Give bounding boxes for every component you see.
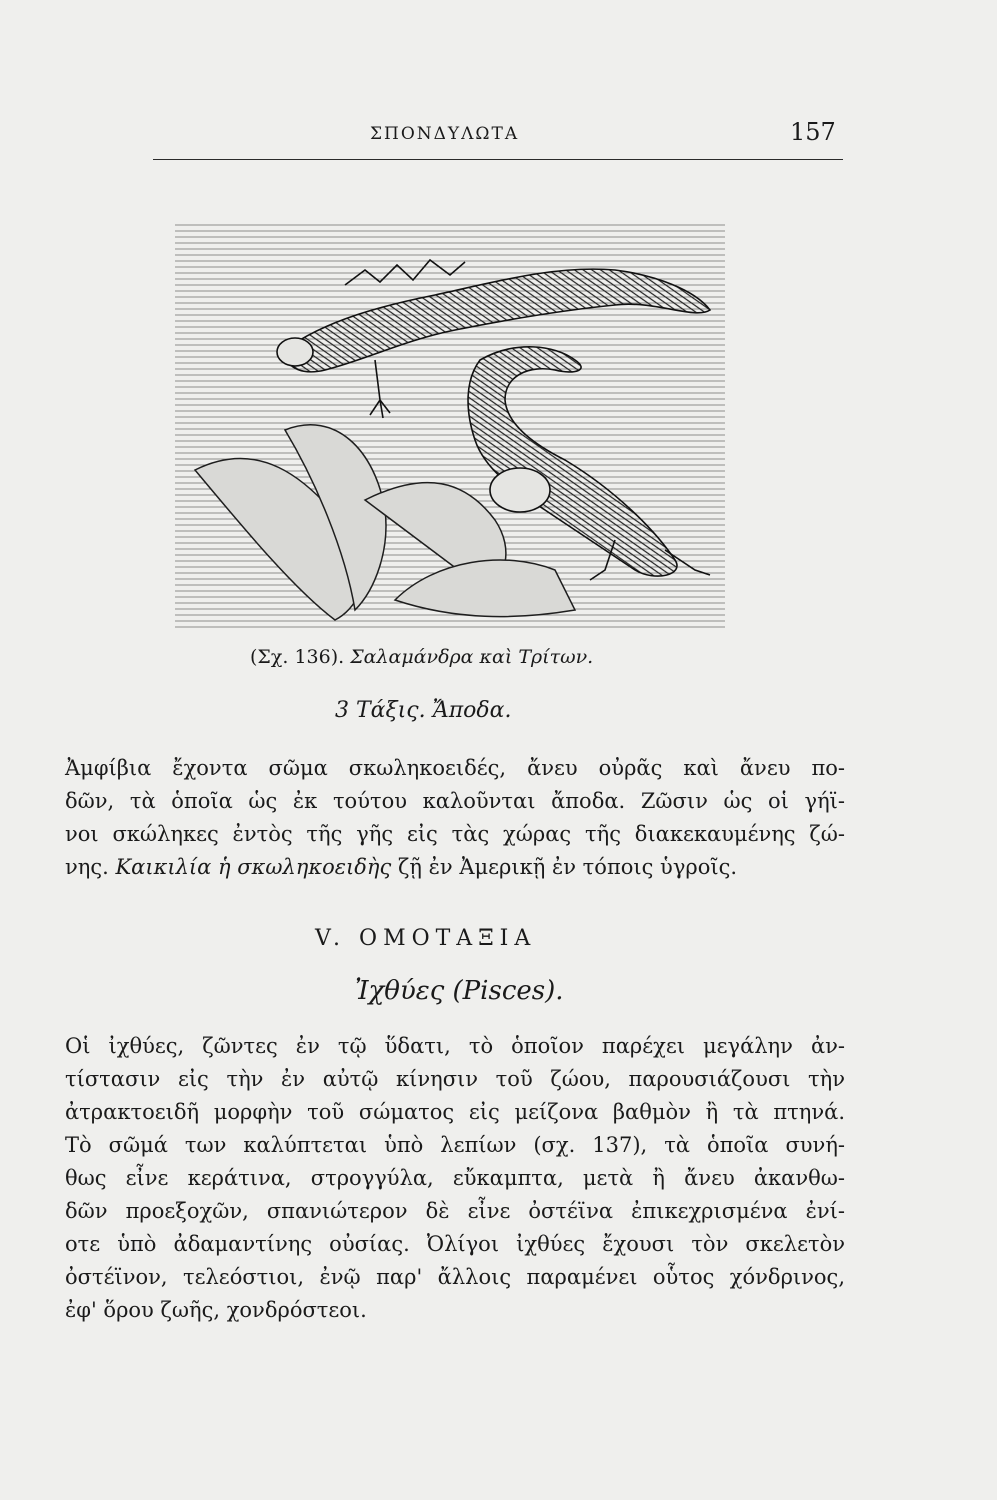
paragraph-line: οτε ὑπὸ ἀδαμαντίνης οὐσίας. Ὀλίγοι ἰχθύες ἔχουσι τὸν σκελετὸν: [65, 1232, 845, 1256]
paragraph-line: Τὸ σῶμά των καλύπτεται ὑπὸ λεπίων (σχ. 137), τὰ ὁποῖα συνή-: [65, 1133, 845, 1157]
paragraph-pisces: [65, 1030, 845, 1327]
figure-caption: [250, 646, 593, 668]
order-heading: 3 Τάξις. Ἄποδα.: [335, 698, 512, 723]
paragraph-apoda: [65, 752, 845, 884]
species-name: Καικιλία ἡ σκωληκοειδὴς: [115, 855, 392, 879]
paragraph-line: τίστασιν εἰς τὴν ἐν αὐτῷ κίνησιν τοῦ ζώου, παρουσιάζουσι τὴν: [65, 1067, 845, 1091]
paragraph-last-line: ἐφ' ὅρου ζωῆς, χονδρόστεοι.: [65, 1298, 367, 1322]
running-head: ΣΠΟΝΔΥΛΩΤΑ: [370, 124, 520, 144]
header-rule: [153, 159, 843, 160]
paragraph-last-line: [65, 851, 845, 884]
paragraph-line: θως εἶνε κεράτινα, στρογγύλα, εὔκαμπτα, μετὰ ἢ ἄνευ ἀκανθω-: [65, 1166, 845, 1190]
paragraph-line: ὀστέϊνον, τελεόστιοι, ἐνῷ παρ' ἄλλοις παραμένει οὗτος χόνδρινος,: [65, 1265, 845, 1289]
paragraph-line: ἀτρακτοειδῆ μορφὴν τοῦ σώματος εἰς μείζονα βαθμὸν ἢ τὰ πτηνά.: [65, 1100, 845, 1124]
paragraph-text: ζῇ ἐν Ἀμερικῇ ἐν τόποις ὑγροῖς.: [397, 855, 738, 879]
paragraph-line: δῶν, τὰ ὁποῖα ὡς ἐκ τούτου καλοῦνται ἄποδα. Ζῶσιν ὡς οἱ γήϊ-: [65, 789, 845, 813]
paragraph-line: Οἱ ἰχθύες, ζῶντες ἐν τῷ ὕδατι, τὸ ὁποῖον παρέχει μεγάλην ἀν-: [65, 1034, 845, 1058]
paragraph-line: νοι σκώληκες ἐντὸς τῆς γῆς εἰς τὰς χώρας τῆς διακεκαυμένης ζώ-: [65, 822, 845, 846]
salamander-triton-engraving: [135, 210, 730, 640]
section-title: V. ΟΜΟΤΑΞΙΑ: [315, 926, 537, 951]
paragraph-line: δῶν προεξοχῶν, σπανιώτερον δὲ εἶνε ὀστέϊνα ἐπικεχρισμένα ἐνί-: [65, 1199, 845, 1223]
section-subtitle: Ἰχθύες (Pisces).: [355, 976, 564, 1006]
caption-title: Σαλαμάνδρα καὶ Τρίτων.: [350, 646, 594, 668]
page-number: 157: [790, 118, 836, 146]
paragraph-line: Ἀμφίβια ἔχοντα σῶμα σκωληκοειδές, ἄνευ οὐρᾶς καὶ ἄνευ πο-: [65, 756, 845, 780]
engraving-illustration: [135, 210, 730, 640]
caption-figure-number: (Σχ. 136).: [250, 646, 345, 668]
paragraph-text: νης.: [65, 855, 109, 879]
